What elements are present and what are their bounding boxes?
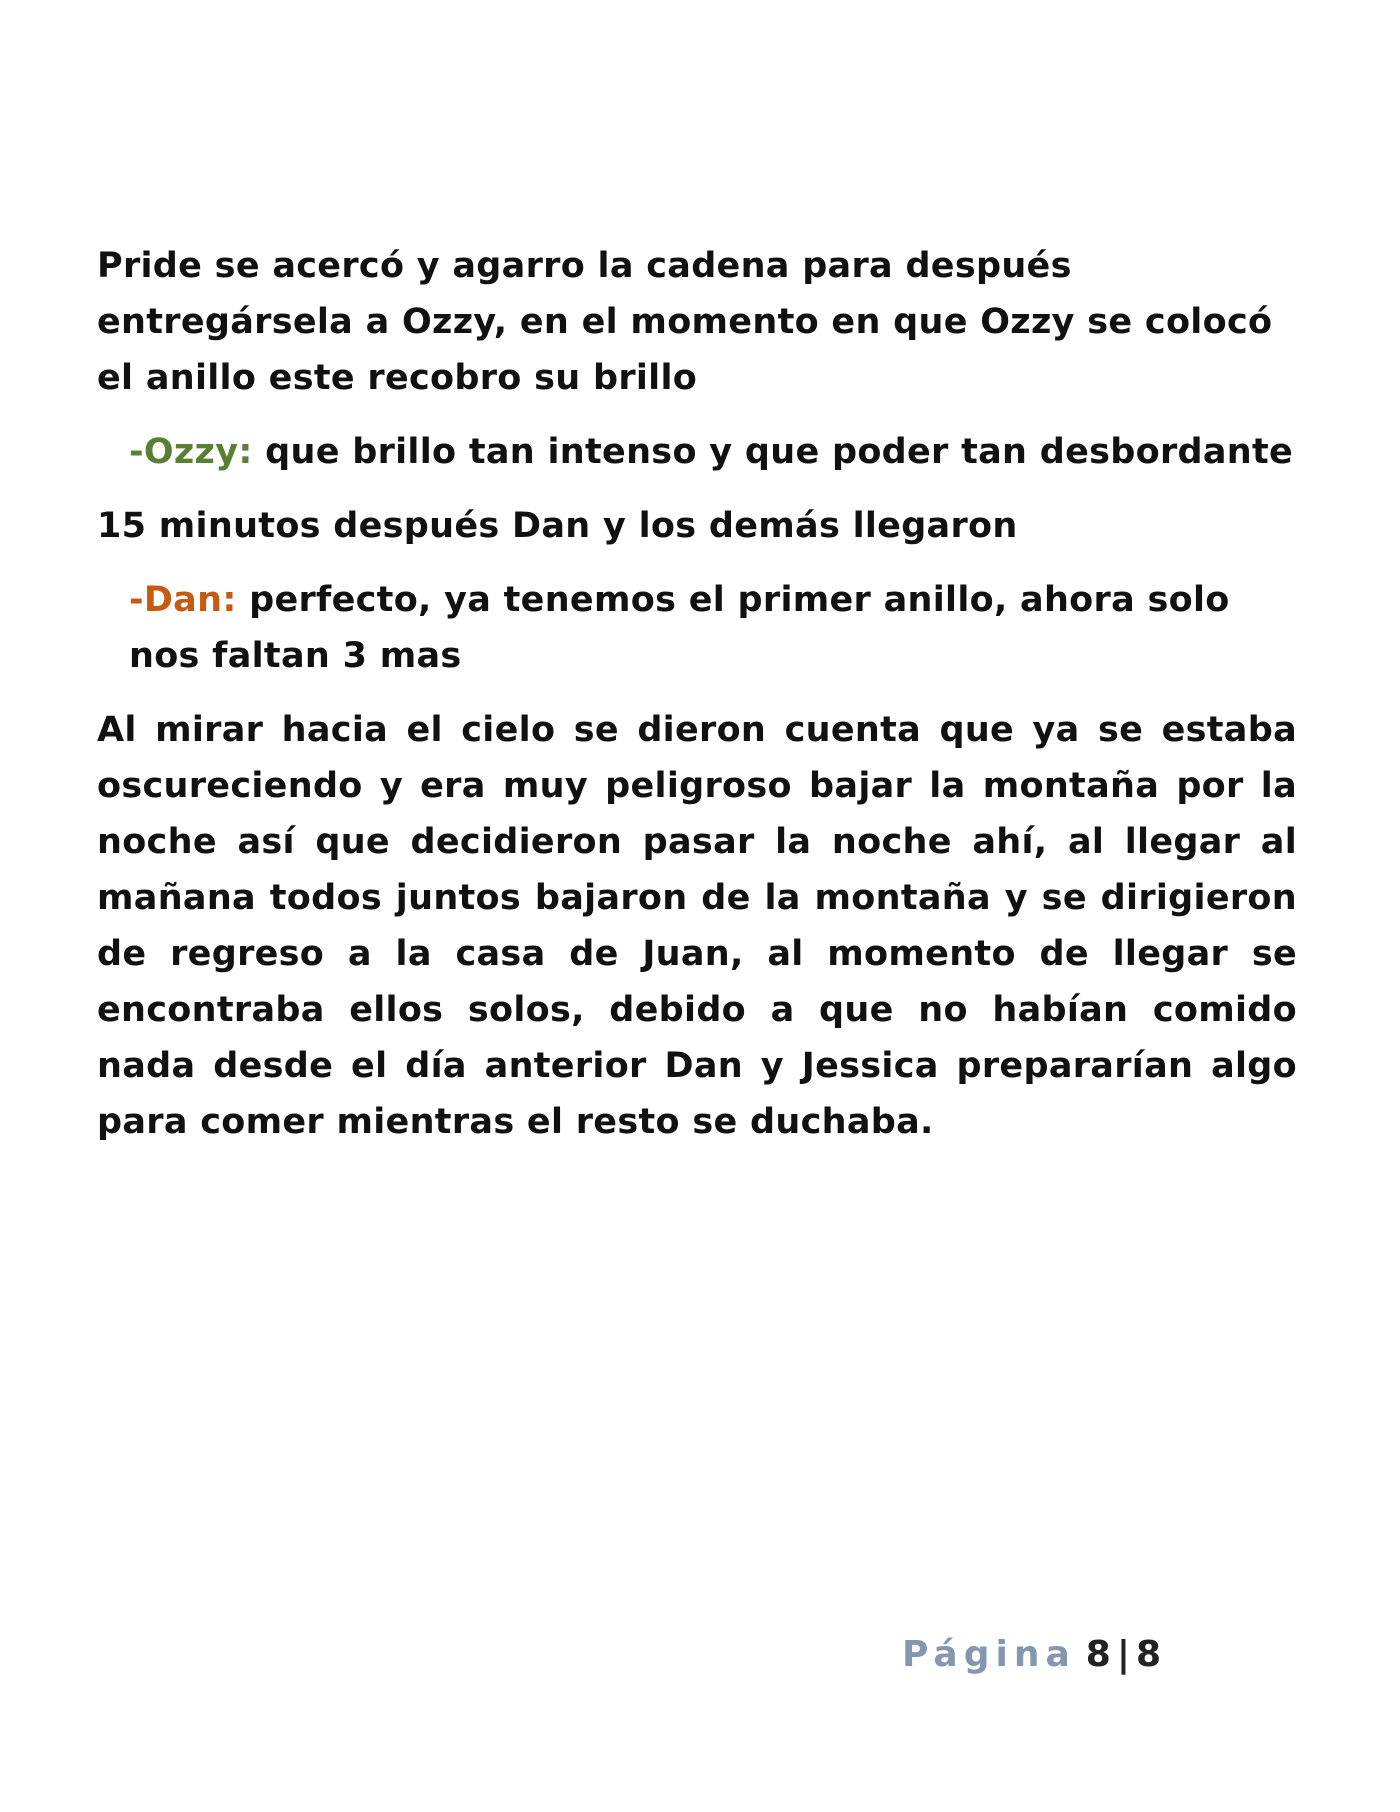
page-body — [97, 238, 1297, 1150]
dan-dialogue — [129, 572, 1299, 684]
page-number-separator: | — [1116, 1634, 1130, 1675]
ozzy-dialogue — [129, 424, 1297, 480]
page-footer — [902, 1633, 1161, 1677]
current-page-number: 8 — [1085, 1634, 1111, 1675]
dan-dialogue-text: perfecto, ya tenemos el primer anillo, ahora solo nos faltan 3 mas — [129, 580, 1230, 676]
page-label: Página — [902, 1634, 1076, 1675]
narration-paragraph: 15 minutos después Dan y los demás llegaron — [97, 506, 1018, 546]
intro-paragraph: Pride se acercó y agarro la cadena para después entregársela a Ozzy, en el momento en que Ozzy se colocó el anillo este recobro su brillo — [97, 246, 1273, 398]
ozzy-dialogue-text: que brillo tan intenso y que poder tan desbordante — [252, 432, 1294, 472]
dan-speaker-label: -Dan: — [129, 580, 237, 620]
ozzy-speaker-label: -Ozzy: — [129, 432, 253, 472]
total-page-number: 8 — [1135, 1634, 1162, 1675]
closing-paragraph: Al mirar hacia el cielo se dieron cuenta que ya se estaba oscureciendo y era muy peligroso bajar la montaña por la noche así que decidieron pasar la noche ahí, al llegar al mañana todos juntos bajaron de la montaña y se dirigieron de regreso a la casa de Juan, al momento de llegar se encontraba ellos solos, debido a que no habían comido nada desde el día anterior Dan y Jessica prepararían algo para comer mientras el resto se duchaba. — [97, 710, 1297, 1142]
